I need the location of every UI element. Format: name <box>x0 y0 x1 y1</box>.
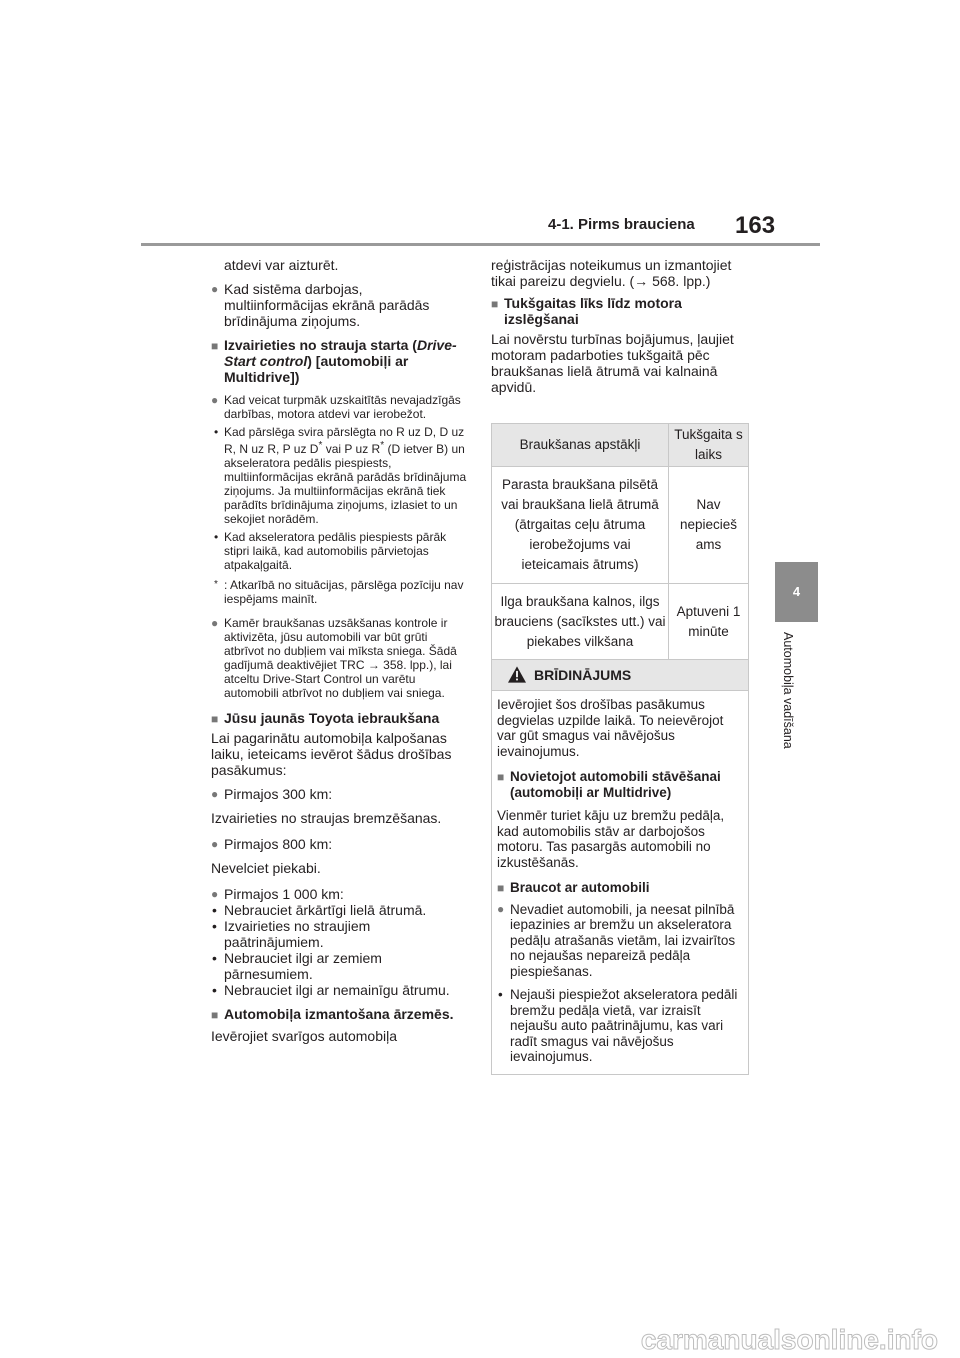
list-item: • Nejauši piespiežot akseleratora pedāli bremžu pedāļa vietā, var izraisīt nejaušu auto paātrinājumu, kas vari radīt smagus vai nāvējošus ievainojumus. <box>498 987 738 1064</box>
bullet-icon: ● <box>211 393 219 407</box>
section-heading: ■ Tukšgaitas līks līdz motora izslēgšanai <box>491 295 682 327</box>
paragraph: Nevelciet piekabi. <box>211 860 321 876</box>
sub-list-item: • Kad akseleratora pedālis piespiests pārāk stipri laikā, kad automobilis pārvietojas atpakaļgaitā. <box>214 530 447 572</box>
paragraph: Lai novērstu turbīnas bojājumus, ļaujiet motoram padarboties tukšgaitā pēc braukšanas lielā ātrumā vai kalnainā apvidū. <box>491 331 734 395</box>
warning-triangle-icon <box>508 666 526 683</box>
watermark <box>560 1322 940 1356</box>
bullet-item: ● Pirmajos 800 km: <box>211 836 333 852</box>
paragraph: Vienmēr turiet kāju uz bremžu pedāļa, kad automobilis stāv ar darbojošos motoru. Tas pasargās automobili no izkustēšanās. <box>497 808 725 870</box>
warning-box <box>491 659 749 1075</box>
bullet-icon: ● <box>497 901 505 916</box>
warning-heading: ■ Braucot ar automobili <box>497 880 650 895</box>
table-header-cell: Tukšgaita s laiks <box>669 424 749 467</box>
table-header-cell: Braukšanas apstākļi <box>492 424 669 467</box>
square-bullet-icon: ■ <box>211 1008 219 1022</box>
warning-body <box>492 691 748 1065</box>
warning-heading: ■ Novietojot automobili stāvēšanai (automobiļi ar Multidrive) <box>497 769 721 800</box>
paragraph: Ievērojiet šos drošības pasākumus degvielas uzpilde laikā. To neievērojot var gūt smagus vai nāvējošus ievainojumus. <box>497 697 724 759</box>
table-cell: Ilga braukšana kalnos, ilgs brauciens (sacīkstes utt.) vai piekabes vilkšana <box>492 584 669 661</box>
bullet-icon: ● <box>211 616 219 630</box>
sub-list-item: • Kad pārslēga svira pārslēgta no R uz D, D uz R, N uz R, P uz D* vai P uz R* (D ietver B) un akseleratora pedālis piespiests, multiinformācijas ekrānā parādās brīdinājuma ziņojums. Ja multiinformācijas ekrānā tiek parādīts brīdinājuma ziņojums, izlasiet to un sekojiet norādēm. <box>214 425 467 526</box>
table-row <box>492 467 749 584</box>
bullet-icon: ● <box>211 837 219 851</box>
list-item: • Nebrauciet ārkārtīgi lielā ātrumā. <box>212 902 427 918</box>
square-bullet-icon: ■ <box>211 339 219 353</box>
bullet-item: ● Pirmajos 1 000 km: <box>211 886 344 902</box>
list-item: • Izvairieties no straujiem paātrinājumiem. <box>212 918 371 950</box>
bullet-item: ● Kad veicat turpmāk uzskaitītās nevajadzīgās darbības, motora atdevi var ierobežot. <box>211 393 461 421</box>
page-number: 163 <box>735 212 776 239</box>
bullet-icon: ● <box>211 787 219 801</box>
table-header-row <box>492 424 749 467</box>
warning-header <box>492 660 748 691</box>
table-row <box>492 584 749 661</box>
table-cell: Aptuveni 1 minūte <box>669 584 749 661</box>
bullet-item: ● Kad sistēma darbojas, multiinformācijas ekrānā parādās brīdinājuma ziņojums. <box>211 281 430 329</box>
header-rule <box>141 243 820 246</box>
bullet-item: ● Kamēr braukšanas uzsākšanas kontrole ir aktivizēta, jūsu automobili var būt grūti atbrīvot no dubļiem vai mīksta sniega. Šādā gadījumā deaktivējiet TRC → 358. lpp.), lai atceltu Drive-Start Control un varētu automobili atbrīvot no dubļiem vai sniega. <box>211 616 457 700</box>
section-heading: ■ Jūsu jaunās Toyota iebraukšana <box>211 710 440 726</box>
paragraph: Ievērojiet svarīgos automobiļa <box>211 1028 397 1044</box>
paragraph: Lai pagarinātu automobiļa kalpošanas laiku, ieteicams ievērot šādus drošības pasākumus: <box>211 730 452 778</box>
bullet-item: ● Nevadiet automobili, ja neesat pilnībā iepazinies ar bremžu un akseleratora pedāļu atrašanās vietām, lai izvairītos no nejaušas nepareizā pedāļa piespiešanas. <box>497 901 736 979</box>
square-bullet-icon: ■ <box>497 770 505 784</box>
table-cell: Parasta braukšana pilsētā vai braukšana lielā ātrumā (ātrgaitas ceļu ātruma ierobežojums vai ieteicamais ātrums) <box>492 467 669 584</box>
svg-text:carmanualsonline.info: carmanualsonline.info <box>640 1324 938 1355</box>
chapter-tab: 4 <box>775 562 818 622</box>
right-column <box>491 257 751 395</box>
paragraph: reģistrācijas noteikumus un izmantojiet tikai pareizu degvielu. (→ 568. lpp.) <box>491 257 732 289</box>
paragraph: atdevi var aizturēt. <box>224 257 339 273</box>
section-title: 4-1. Pirms brauciena <box>548 216 695 233</box>
chapter-tab-label: Automobiļa vadīšana <box>781 632 795 749</box>
bullet-item: ● Pirmajos 300 km: <box>211 786 333 802</box>
list-item: • Nebrauciet ilgi ar zemiem pārnesumiem. <box>212 950 382 982</box>
section-heading: ■ Izvairieties no strauja starta (Drive-Start control) [automobiļi ar Multidrive]) <box>211 337 457 385</box>
warning-title: BRĪDINĀJUMS <box>534 667 632 683</box>
table-cell: Nav nepiecieš ams <box>669 467 749 584</box>
square-bullet-icon: ■ <box>497 881 505 895</box>
idle-time-table <box>491 423 749 661</box>
list-item: • Nebrauciet ilgi ar nemainīgu ātrumu. <box>212 982 450 998</box>
paragraph: Izvairieties no straujas bremzēšanas. <box>211 810 442 826</box>
square-bullet-icon: ■ <box>491 297 499 311</box>
left-column <box>211 257 467 1044</box>
section-heading: ■ Automobiļa izmantošana ārzemēs. <box>211 1006 454 1022</box>
bullet-icon: ● <box>211 887 219 901</box>
square-bullet-icon: ■ <box>211 712 219 726</box>
footnote: * : Atkarībā no situācijas, pārslēga pozīciju nav iespējams mainīt. <box>214 578 464 606</box>
bullet-icon: ● <box>211 282 219 296</box>
